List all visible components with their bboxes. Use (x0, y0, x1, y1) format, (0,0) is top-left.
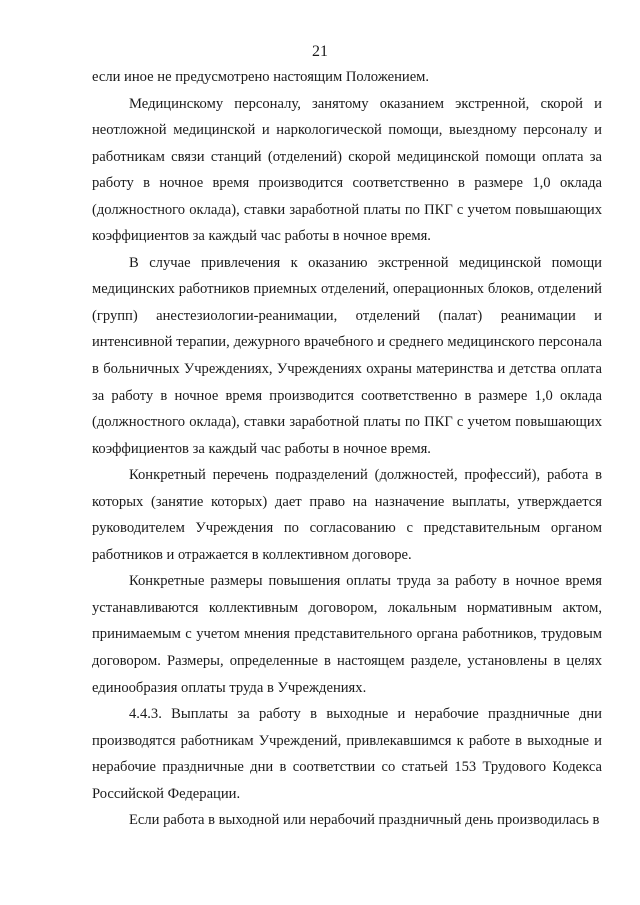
paragraph-holiday-work: Если работа в выходной или нерабочий праздничный день производилась в (129, 812, 600, 829)
paragraph-hospital-staff-night-pay: В случае привлечения к оказанию экстренной медицинской помощи медицинских работников приемных отделений, операционных блоков, отделений (групп) анестезиологии-реанимации, отделений (палат) реанимации и интенсивной терапии, дежурного врачебного и среднего медицинского персонала в больничных Учреждениях, Учреждениях охраны материнства и детства оплата за работу в ночное время производится соответственно в размере 1,0 оклада (должностного оклада), ставки заработной платы по ПКГ с учетом повышающих коэффициентов за каждый час работы в ночное время. (92, 254, 602, 457)
paragraph-units-list: Конкретный перечень подразделений (должностей, профессий), работа в которых (занятие которых) дает право на назначение выплаты, утверждается руководителем Учреждения по согласованию с представительным органом работников и отражается в коллективном договоре. (92, 467, 602, 563)
paragraph-section-4-4-3: 4.4.3. Выплаты за работу в выходные и нерабочие праздничные дни производятся работникам Учреждений, привлекавшимся к работе в выходные и нерабочие праздничные дни в соответствии со статьей 153 Трудового Кодекса Российской Федерации. (92, 706, 602, 802)
paragraph-continuation: если иное не предусмотрено настоящим Положением. (92, 69, 430, 85)
paragraph-emergency-staff-night-pay: Медицинскому персоналу, занятому оказанием экстренной, скорой и неотложной медицинской и наркологической помощи, выездному персоналу и работникам связи станций (отделений) скорой медицинской помощи оплата за работу в ночное время производится соответственно в размере 1,0 оклада (должностного оклада), ставки заработной платы по ПКГ с учетом повышающих коэффициентов за каждый час работы в ночное время. (92, 95, 602, 245)
page-number: 21 (312, 43, 328, 60)
document-body (92, 64, 602, 834)
paragraph-night-pay-amounts: Конкретные размеры повышения оплаты труда за работу в ночное время устанавливаются коллективным договором, локальным нормативным актом, принимаемым с учетом мнения представительного органа работников, трудовым договором. Размеры, определенные в настоящем разделе, установлены в целях единообразия оплаты труда в Учреждениях. (92, 573, 602, 696)
